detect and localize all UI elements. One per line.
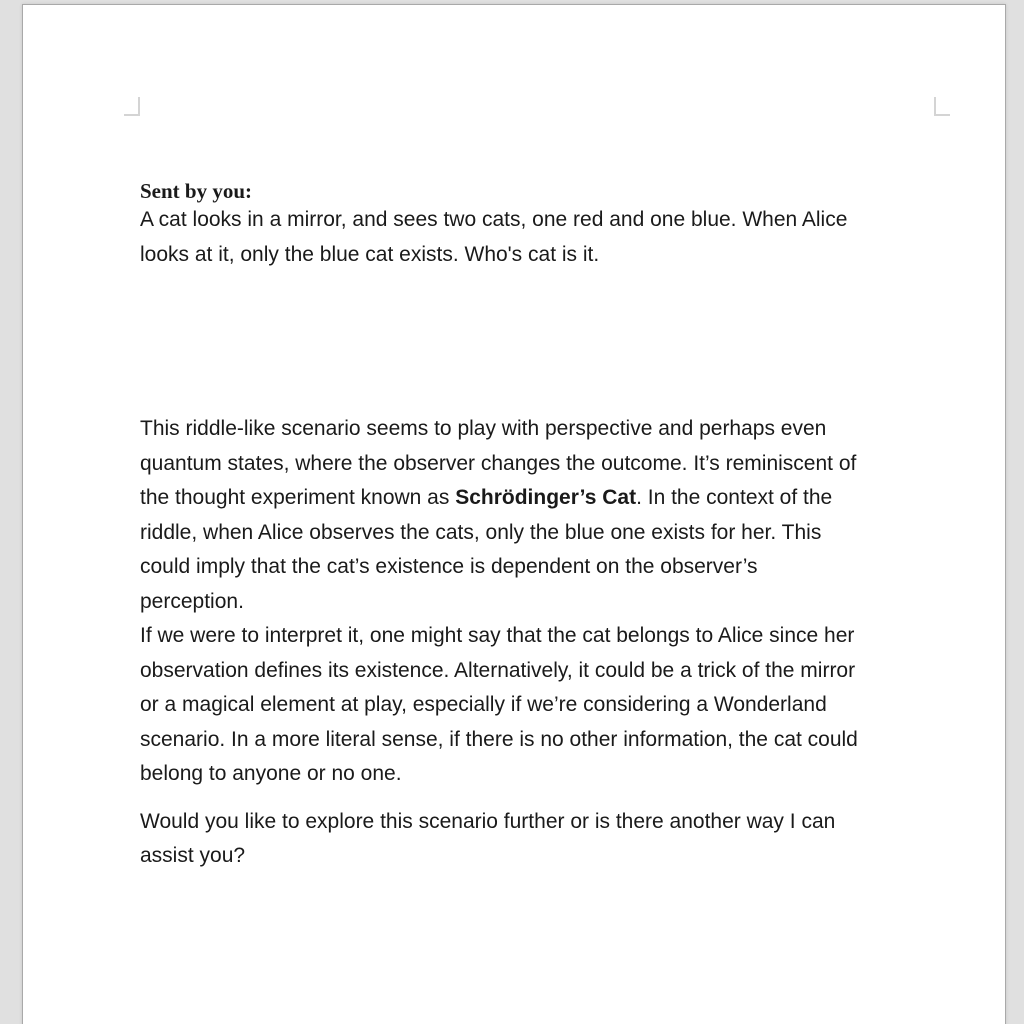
document-page[interactable] (22, 4, 1006, 1024)
text-run: quantum states, where the observer changes the outcome. It’s reminiscent of (140, 451, 857, 475)
reply-paragraph (140, 412, 858, 619)
text-line (140, 688, 858, 723)
text-run: the thought experiment known as (140, 486, 456, 509)
text-run: A cat looks in a mirror, and sees two cats, one red and one blue. When Alice (140, 208, 848, 231)
text-line (140, 238, 847, 273)
text-line (140, 839, 858, 874)
text-line (140, 481, 858, 516)
text-run: looks at it, only the blue cat exists. Who's cat is it. (140, 242, 600, 266)
text-run: riddle, when Alice observes the cats, only the blue one exists for her. This (140, 520, 822, 544)
text-line (140, 723, 858, 758)
text-run: observation defines its existence. Alternatively, it could be a trick of the mirror (140, 658, 856, 682)
text-line (140, 805, 858, 840)
text-line (140, 412, 858, 447)
text-run: Would you like to explore this scenario further or is there another way I can (140, 809, 836, 833)
text-line (140, 585, 858, 620)
text-line (140, 516, 858, 551)
text-run: could imply that the cat’s existence is dependent on the observer’s (140, 555, 758, 578)
text-line (140, 203, 847, 238)
text-run: perception. (140, 589, 244, 613)
sender-label: Sent by you: (140, 179, 253, 203)
text-line (140, 757, 858, 792)
text-run: If we were to interpret it, one might say that the cat belongs to Alice since her (140, 624, 855, 647)
text-run: scenario. In a more literal sense, if there is no other information, the cat could (140, 727, 858, 751)
user-message (140, 203, 847, 272)
text-line (140, 654, 858, 689)
text-run: . In the context of the (636, 486, 833, 509)
text-line (140, 619, 858, 654)
text-run: assist you? (140, 844, 246, 867)
assistant-reply (140, 412, 858, 874)
text-boundary-corner-top-left (124, 97, 140, 116)
text-run: belong to anyone or no one. (140, 762, 402, 785)
text-boundary-corner-top-right (934, 97, 950, 116)
reply-paragraph (140, 805, 858, 874)
reply-paragraph (140, 619, 858, 792)
text-line (140, 447, 858, 482)
text-run: or a magical element at play, especially if we’re considering a Wonderland (140, 693, 827, 716)
text-line (140, 550, 858, 585)
bold-text-run: Schrödinger’s Cat (455, 486, 637, 509)
text-run: This riddle-like scenario seems to play with perspective and perhaps even (140, 417, 827, 440)
